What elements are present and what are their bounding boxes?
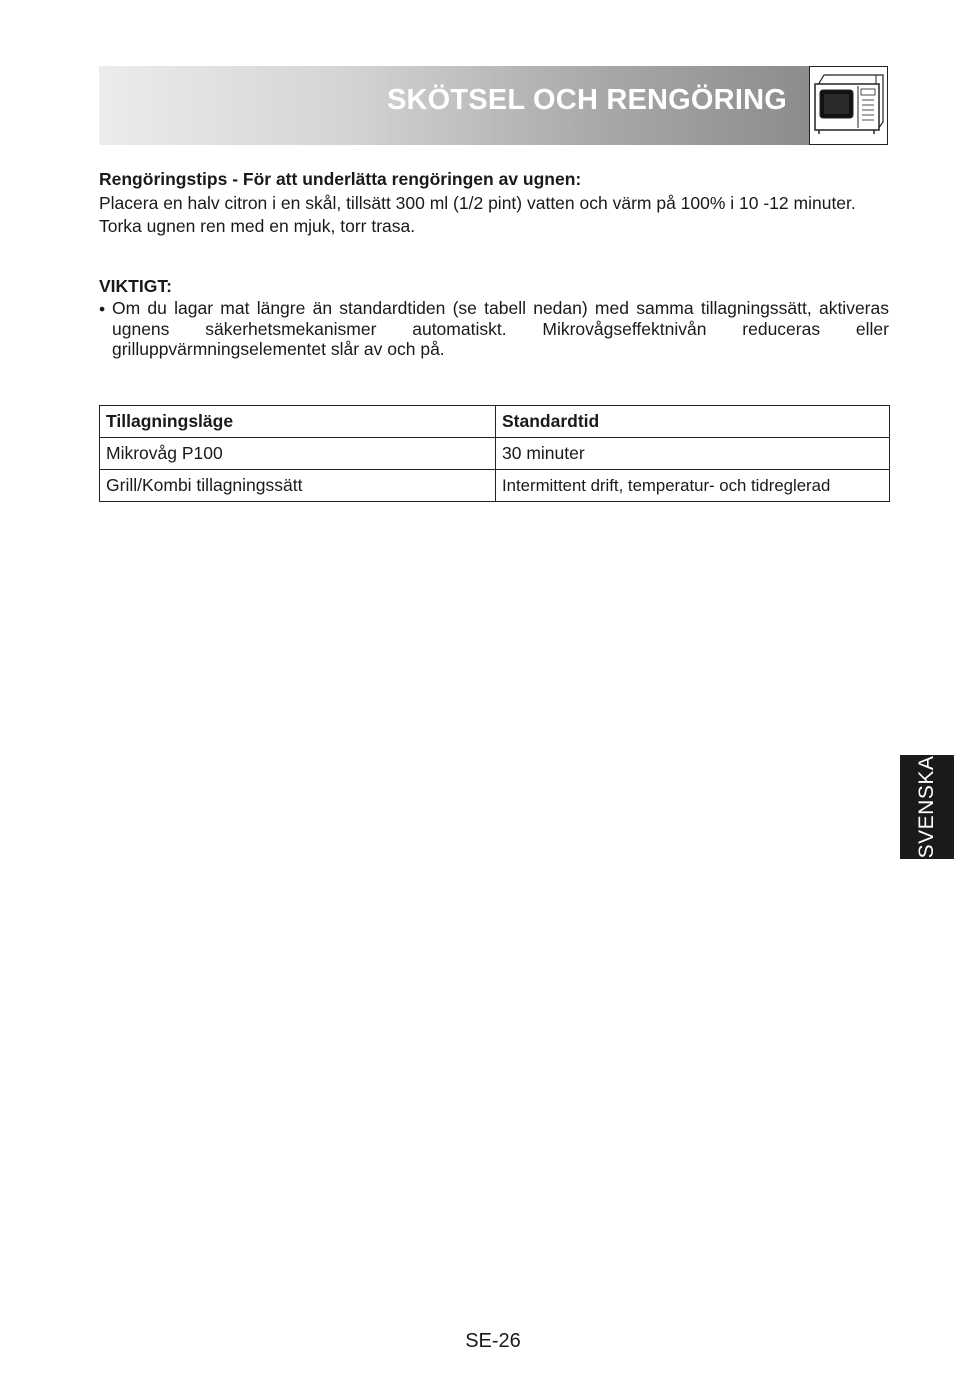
- table-header-row: [100, 406, 890, 438]
- cooking-time-table: [99, 405, 890, 502]
- header-bar: [99, 66, 809, 145]
- page-title: SKÖTSEL OCH RENGÖRING: [386, 84, 787, 116]
- table-row: [100, 438, 890, 470]
- spacer: [99, 239, 889, 275]
- column-header-time: Standardtid: [496, 406, 890, 438]
- bullet-icon: •: [99, 299, 106, 319]
- important-text: Om du lagar mat längre än standardtiden (se tabell nedan) med samma tillagningssätt, aktiveras ugnens säkerhetsmekanismer automatiskt. Mikrovågseffektnivån reduceras eller grilluppvärmningselementet slår av och på.: [112, 298, 889, 359]
- table-row: [100, 470, 890, 502]
- table-cell: 30 minuter: [496, 438, 890, 470]
- table-cell: Grill/Kombi tillagningssätt: [100, 470, 496, 502]
- tips-line-1: Placera en halv citron i en skål, tillsätt 300 ml (1/2 pint) vatten och värm på 100% i 10 -12 minuter.: [99, 192, 856, 213]
- column-header-mode: Tillagningsläge: [100, 406, 496, 438]
- tips-line-2: Torka ugnen ren med en mjuk, torr trasa.: [99, 216, 416, 236]
- important-bullet-item: [99, 298, 889, 360]
- important-heading: VIKTIGT:: [99, 275, 172, 296]
- language-label: SVENSKA: [915, 755, 938, 859]
- tips-heading: Rengöringstips - För att underlätta rengöringen av ugnen:: [99, 169, 582, 189]
- microwave-oven-icon: [809, 66, 888, 145]
- table-cell: Intermittent drift, temperatur- och tidreglerad: [496, 470, 890, 502]
- table-cell: Mikrovåg P100: [100, 438, 496, 470]
- language-tab: [900, 755, 954, 859]
- page-number: SE-26: [465, 1330, 521, 1352]
- main-content: [99, 168, 889, 360]
